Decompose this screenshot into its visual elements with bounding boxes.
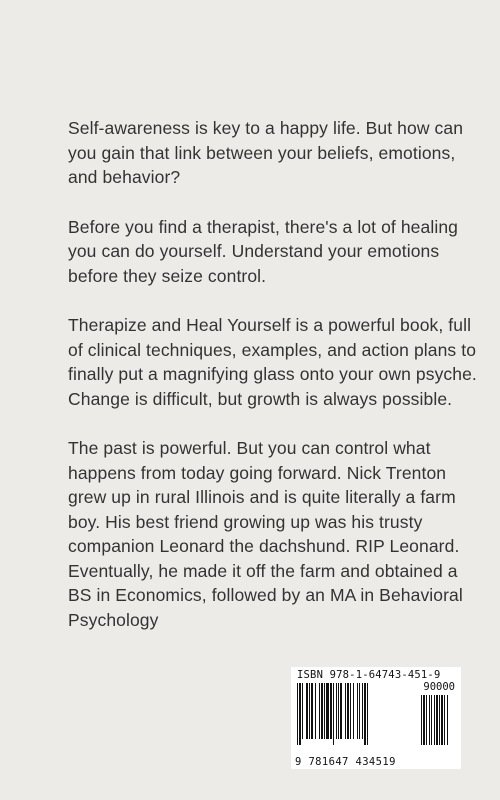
barcode-bar [330,683,332,739]
barcode-bar [347,683,349,739]
barcode-bar [367,683,368,745]
barcode-bar [319,683,320,739]
barcode-addon-bar [423,695,425,745]
price-code: 90000 [423,681,455,693]
isbn-label: ISBN 978-1-64743-451-9 [297,669,441,681]
blurb-paragraph-4: The past is powerful. But you can control what happens from today going forward. Nick Trenton grew up in rural Illinois and is quite literally a farm boy. His best friend growing up was his trusty companion Leonard the dachshund. RIP Leonard. Eventually, he made it off the farm and obtained a BS in Economics, followed by an MA in Behavioral Psychology [68,438,463,630]
barcode-bar [324,683,325,739]
barcode-bar [364,683,366,745]
barcode-addon-bar [441,695,443,745]
barcode-bar [302,683,303,739]
barcode-bar [357,683,358,739]
isbn-barcode [291,667,461,769]
barcode-bar [353,683,354,739]
barcode-addon-bar [447,695,448,745]
barcode-addon-bar [436,695,438,745]
blurb-paragraph-3: Therapize and Heal Yourself is a powerful book, full of clinical techniques, examples, and action plans to finally put a magnifying glass onto your own psyche. Change is difficult, but growth is always possible. [68,315,477,409]
barcode-addon-bar [434,695,435,745]
barcode-bar [362,683,363,739]
barcode-bar [315,683,316,739]
barcode-bars [295,683,457,755]
barcode-bar [297,683,298,745]
barcode-addon-bar [439,695,440,745]
barcode-addon-bar [429,695,430,745]
barcode-bar [345,683,346,739]
barcode-bar [309,683,310,739]
barcode-addon-bar [421,695,422,745]
barcode-addon-bar [426,695,427,745]
barcode-bar [340,683,342,739]
blurb-text [68,116,484,657]
barcode-bar [338,683,339,739]
barcode-addon-bar [444,695,445,745]
ean-digits: 9 781647 434519 [295,756,396,768]
barcode-bar [333,683,334,745]
barcode-bar [336,683,337,739]
barcode-addon-bar [431,695,432,745]
barcode-bar [359,683,360,739]
barcode-bar [350,683,351,739]
barcode-bar [306,683,308,739]
barcode-bar [299,683,301,745]
barcode-bar [311,683,313,739]
blurb-paragraph-1: Self-awareness is key to a happy life. But how can you gain that link between your beliefs, emotions, and behavior? [68,118,464,187]
blurb-paragraph-2: Before you find a therapist, there's a lot of healing you can do yourself. Understand your emotions before they seize control. [68,216,458,286]
barcode-bar [321,683,323,739]
barcode-bar [326,683,329,739]
